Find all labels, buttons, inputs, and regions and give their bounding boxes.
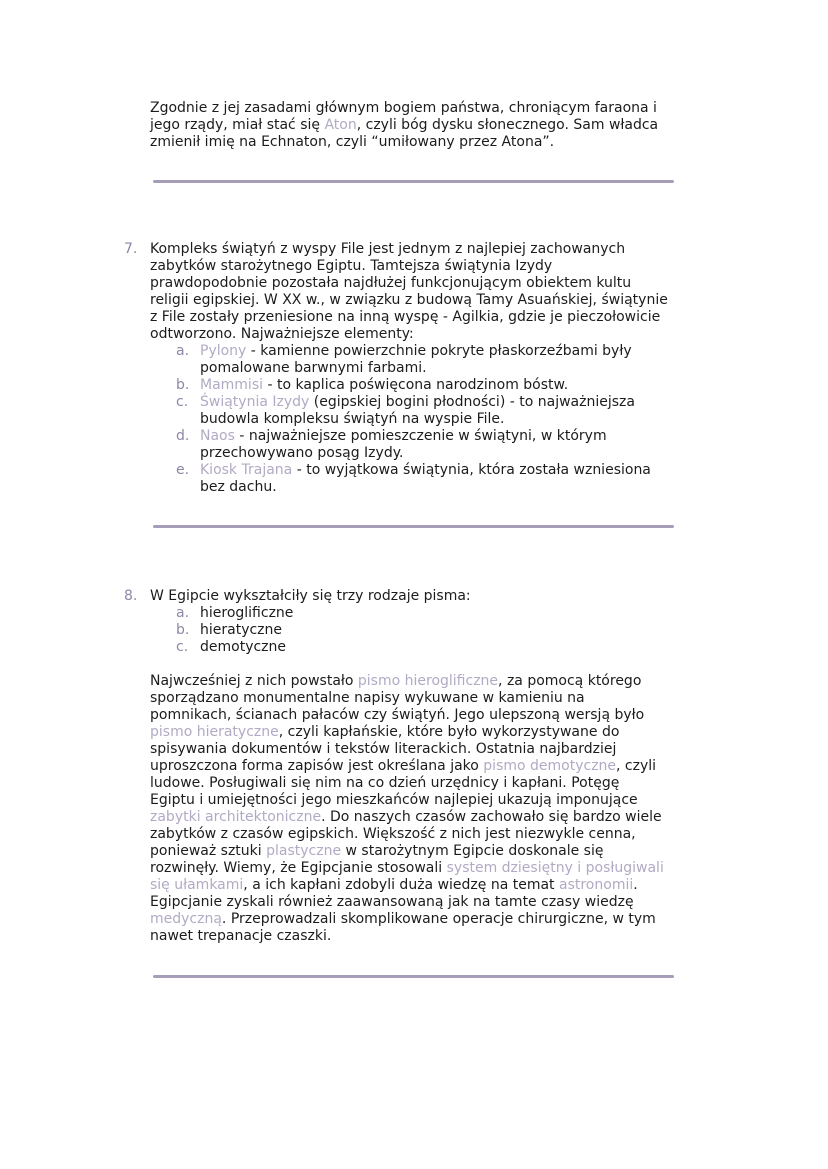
section-7: [124, 241, 668, 496]
text-segment: .: [633, 877, 638, 893]
text-line: [200, 479, 668, 496]
list-item: [150, 343, 668, 377]
text-line: [150, 792, 664, 809]
text-line: [150, 275, 668, 292]
highlighted-term: system dziesiętny i posługiwali: [446, 860, 664, 876]
text-segment: w starożytnym Egipcie doskonale się: [341, 843, 604, 859]
text-line: [150, 241, 668, 258]
text-line: [150, 860, 664, 877]
text-segment: pomnikach, ścianach pałaców czy świątyń. Jego ulepszoną wersją było: [150, 707, 645, 723]
list-item: [150, 428, 668, 462]
text-segment: - to kaplica poświęcona narodzinom bóstw.: [263, 377, 569, 393]
text-line: [200, 622, 664, 639]
section-8-text: [150, 588, 664, 605]
list-item-text: [200, 377, 668, 394]
list-item-text: [200, 428, 668, 462]
text-line: [150, 292, 668, 309]
list-item: [150, 394, 668, 428]
text-segment: ludowe. Posługiwali się nim na co dzień urzędnicy i kapłani. Potęgę: [150, 775, 620, 791]
text-segment: uproszczona forma zapisów jest określana jako: [150, 758, 484, 774]
list-letter: c.: [176, 639, 189, 655]
text-segment: z File zostały przeniesione na inną wyspę - Agilkia, gdzie je pieczołowicie: [150, 309, 661, 325]
highlighted-term: Pylony: [200, 343, 247, 359]
text-segment: rozwinęły. Wiemy, że Egipcjanie stosowali: [150, 860, 447, 876]
text-segment: Najwcześniej z nich powstało: [150, 673, 358, 689]
text-line: [200, 360, 668, 377]
text-line: [200, 462, 668, 479]
text-segment: - kamienne powierzchnie pokryte płaskorzeźbami były: [246, 343, 632, 359]
text-segment: Kompleks świątyń z wyspy File jest jednym z najlepiej zachowanych: [150, 241, 626, 257]
text-line: [200, 411, 668, 428]
text-segment: - to wyjątkowa świątynia, która została wzniesiona: [292, 462, 651, 478]
text-segment: zabytków z czasów egipskich. Większość z nich jest niezwykle cenna,: [150, 826, 636, 842]
text-line: [150, 134, 658, 151]
section-8-paragraph: [150, 673, 664, 945]
text-segment: zmienił imię na Echnaton, czyli “umiłowany przez Atona”.: [150, 134, 555, 150]
text-line: [150, 707, 664, 724]
intro-paragraph: [150, 100, 658, 151]
highlighted-term: Świątynia Izydy: [200, 394, 310, 410]
text-line: [150, 309, 668, 326]
text-line: [150, 911, 664, 928]
text-segment: , czyli kapłańskie, które było wykorzystywane do: [278, 724, 620, 740]
list-item: [150, 605, 664, 622]
text-segment: Egiptu i umiejętności jego mieszkańców najlepiej ukazują imponujące: [150, 792, 638, 808]
text-line: [150, 100, 658, 117]
text-line: [150, 809, 664, 826]
text-segment: Zgodnie z jej zasadami głównym bogiem państwa, chroniącym faraona i: [150, 100, 657, 116]
list-item: [150, 639, 664, 656]
text-line: [150, 741, 664, 758]
text-segment: , czyli bóg dysku słonecznego. Sam władca: [356, 117, 659, 133]
highlighted-term: Mammisi: [200, 377, 264, 393]
list-item: [150, 377, 668, 394]
highlighted-term: Aton: [324, 117, 357, 133]
list-letter: c.: [176, 394, 189, 410]
text-line: [150, 826, 664, 843]
text-segment: pomalowane barwnymi farbami.: [200, 360, 427, 376]
text-segment: . Do naszych czasów zachowało się bardzo wiele: [321, 809, 662, 825]
highlighted-term: medyczną: [150, 911, 222, 927]
text-segment: . Przeprowadzali skomplikowane operacje chirurgiczne, w tym: [221, 911, 656, 927]
text-line: [200, 377, 668, 394]
list-item: [150, 462, 668, 496]
text-segment: prawdopodobnie pozostała najdłużej funkcjonującym obiektem kultu: [150, 275, 632, 291]
list-item-text: [200, 343, 668, 377]
highlighted-term: pismo hieroglificzne: [357, 673, 499, 689]
list-item-text: [200, 462, 668, 496]
list-letter: a.: [176, 605, 190, 621]
list-letter: b.: [176, 622, 190, 638]
highlighted-term: Naos: [200, 428, 235, 444]
text-segment: nawet trepanacje czaszki.: [150, 928, 332, 944]
text-segment: W Egipcie wykształciły się trzy rodzaje pisma:: [150, 588, 471, 604]
highlighted-term: się ułamkami: [150, 877, 244, 893]
text-segment: bez dachu.: [200, 479, 277, 495]
text-segment: Egipcjanie zyskali również zaawansowaną jak na tamte czasy wiedzę: [150, 894, 634, 910]
text-line: [200, 605, 664, 622]
section-7-list: [150, 343, 668, 496]
section-number: 8.: [124, 588, 138, 604]
text-segment: zabytków starożytnego Egiptu. Tamtejsza świątynia Izydy: [150, 258, 553, 274]
text-line: [150, 877, 664, 894]
text-segment: hieratyczne: [200, 622, 283, 638]
list-letter: e.: [176, 462, 190, 478]
text-segment: ponieważ sztuki: [150, 843, 267, 859]
highlighted-term: plastyczne: [266, 843, 342, 859]
text-line: [200, 394, 668, 411]
text-line: [150, 758, 664, 775]
divider: [153, 975, 674, 978]
text-line: [150, 894, 664, 911]
text-line: [150, 843, 664, 860]
text-segment: (egipskiej bogini płodności) - to najważniejsza: [309, 394, 635, 410]
section-8-list: [150, 605, 664, 656]
highlighted-term: Kiosk Trajana: [200, 462, 293, 478]
highlighted-term: pismo hieratyczne: [150, 724, 279, 740]
section-8: [124, 588, 664, 945]
text-line: [150, 775, 664, 792]
text-segment: , czyli: [616, 758, 657, 774]
text-segment: spisywania dokumentów i tekstów literackich. Ostatnia najbardziej: [150, 741, 617, 757]
highlighted-term: astronomii: [559, 877, 634, 893]
divider: [153, 180, 674, 183]
list-letter: a.: [176, 343, 190, 359]
text-line: [150, 326, 668, 343]
text-line: [150, 690, 664, 707]
list-item-text: [200, 622, 664, 639]
text-line: [150, 724, 664, 741]
text-segment: budowla kompleksu świątyń na wyspie File.: [200, 411, 505, 427]
list-item: [150, 622, 664, 639]
list-item-text: [200, 394, 668, 428]
text-segment: hieroglificzne: [200, 605, 294, 621]
list-letter: b.: [176, 377, 190, 393]
text-segment: sporządzano monumentalne napisy wykuwane w kamieniu na: [150, 690, 585, 706]
text-segment: religii egipskiej. W XX w., w związku z budową Tamy Asuańskiej, świątynie: [150, 292, 668, 308]
text-line: [200, 445, 668, 462]
section-7-text: [150, 241, 668, 343]
text-segment: - najważniejsze pomieszczenie w świątyni, w którym: [234, 428, 607, 444]
list-item-text: [200, 639, 664, 656]
text-line: [200, 428, 668, 445]
text-line: [200, 343, 668, 360]
text-segment: jego rządy, miał stać się: [150, 117, 325, 133]
text-line: [150, 117, 658, 134]
highlighted-term: zabytki architektoniczne: [150, 809, 322, 825]
text-segment: odtworzono. Najważniejsze elementy:: [150, 326, 414, 342]
text-segment: przechowywano posąg Izydy.: [200, 445, 404, 461]
list-letter: d.: [176, 428, 190, 444]
text-line: [150, 928, 664, 945]
text-line: [200, 639, 664, 656]
text-segment: , za pomocą którego: [498, 673, 642, 689]
text-line: [150, 588, 664, 605]
list-item-text: [200, 605, 664, 622]
highlighted-term: pismo demotyczne: [483, 758, 617, 774]
text-line: [150, 258, 668, 275]
text-line: [150, 673, 664, 690]
text-segment: demotyczne: [200, 639, 287, 655]
divider: [153, 525, 674, 528]
text-segment: , a ich kapłani zdobyli duża wiedzę na temat: [243, 877, 559, 893]
section-number: 7.: [124, 241, 138, 257]
